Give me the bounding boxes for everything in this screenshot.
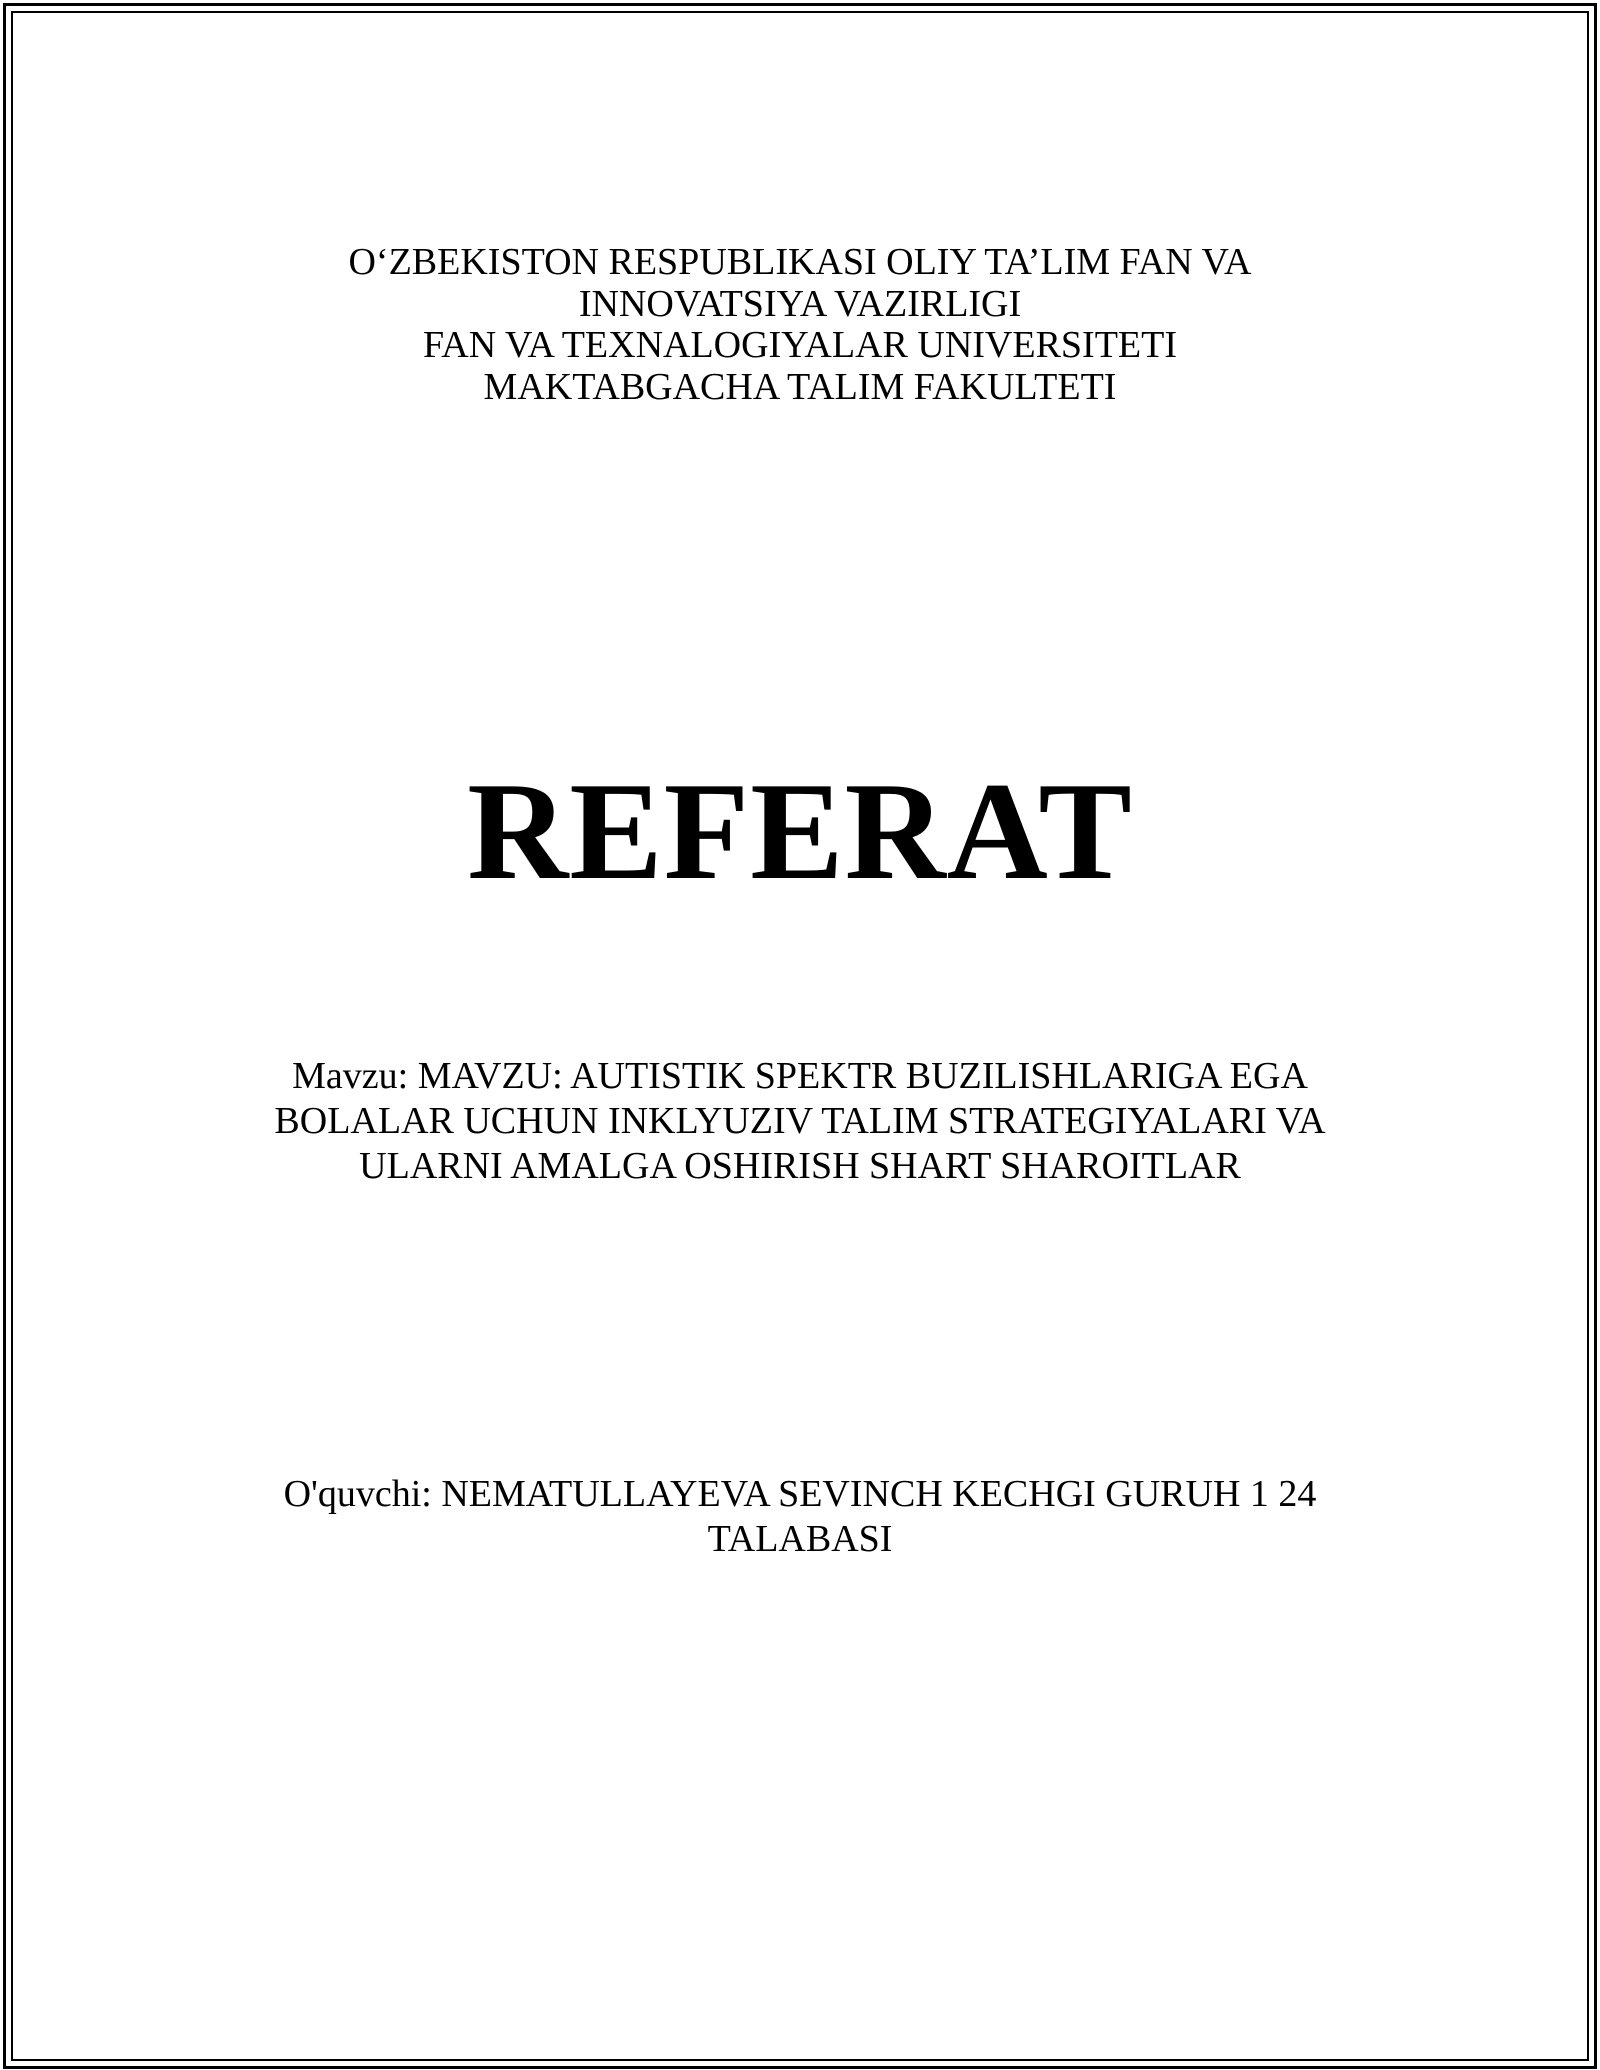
student-line-1: O'quvchi: NEMATULLAYEVA SEVINCH KECHGI GURUH 1 24 bbox=[283, 1473, 1317, 1515]
header-line-faculty: MAKTABGACHA TALIM FAKULTETI bbox=[483, 365, 1117, 408]
header-line-ministry: O‘ZBEKISTON RESPUBLIKASI OLIY TA’LIM FAN VA bbox=[348, 241, 1252, 283]
student-section bbox=[0, 1472, 1600, 1562]
institution-header bbox=[0, 242, 1600, 408]
topic-line-2: BOLALAR UCHUN INKLYUZIV TALIM STRATEGIYALARI VA bbox=[274, 1100, 1326, 1142]
student-line-2: TALABASI bbox=[707, 1518, 893, 1560]
topic-line-1: Mavzu: MAVZU: AUTISTIK SPEKTR BUZILISHLARIGA EGA bbox=[292, 1055, 1308, 1097]
header-line-ministry-cont: INNOVATSIYA VAZIRLIGI bbox=[578, 282, 1022, 325]
document-title: REFERAT bbox=[467, 754, 1133, 909]
topic-section bbox=[0, 1054, 1600, 1189]
topic-line-3: ULARNI AMALGA OSHIRISH SHART SHAROITLAR bbox=[359, 1145, 1241, 1187]
header-line-university: FAN VA TEXNALOGIYALAR UNIVERSITETI bbox=[422, 324, 1177, 366]
